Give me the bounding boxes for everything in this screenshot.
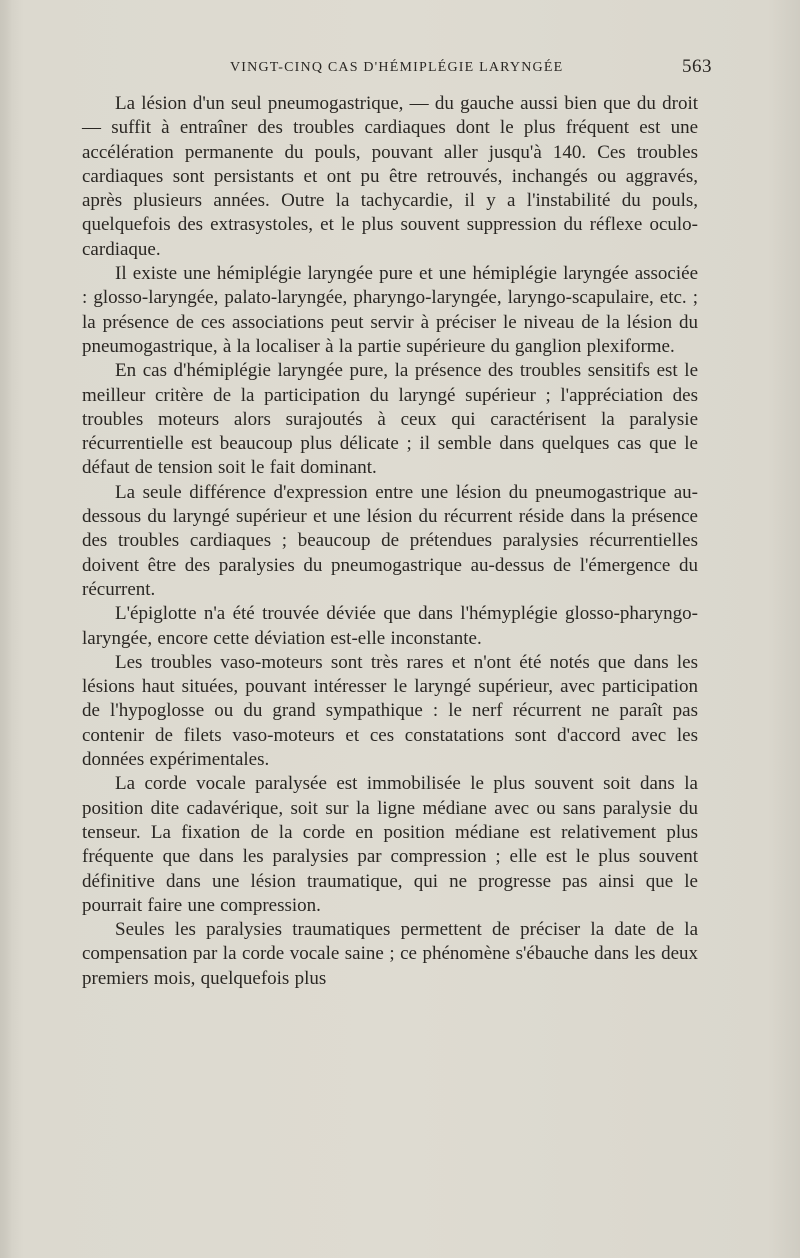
running-head: VINGT-CINQ CAS D'HÉMIPLÉGIE LARYNGÉE [230, 60, 564, 75]
paragraph-vasomotor: Les troubles vaso-moteurs sont très rares et n'ont été notés que dans les lésions haut situées, pouvant intéresser le laryngé supérieur, avec participation de l'hypoglosse ou du grand sympathique : le nerf récurrent ne paraît pas contenir de filets vaso-moteurs et ces constatations sont d'accord avec les données expérimentales. [82, 651, 698, 771]
paragraph-sensory-troubles: En cas d'hémiplégie laryngée pure, la présence des troubles sensitifs est le meilleur critère de la participation du laryngé supérieur ; l'appréciation des troubles moteurs alors surajoutés à ceux qui caractérisent la paralysie récurrentielle est beaucoup plus délicate ; il semble dans quelques cas que le défaut de tension soit le fait dominant. [82, 360, 698, 479]
paragraph-difference-expression: La seule différence d'expression entre une lésion du pneumogastrique au-dessous du laryngé supérieur et une lésion du récurrent réside dans la présence des troubles cardiaques ; beaucoup de prétendues paralysies récurrentielles doivent être des paralysies du pneumogastrique au-dessus de l'émergence du récurrent. [82, 481, 698, 600]
paragraph-associated-hemiplegia: Il existe une hémiplégie laryngée pure et une hémiplégie laryngée associée : glosso-laryngée, palato-laryngée, pharyngo-laryngée, laryngo-scapulaire, etc. ; la présence de ces associations peut servir à préciser le niveau de la lésion du pneumogastrique, à la localiser à la partie supérieure du ganglion plexiforme. [82, 263, 698, 357]
page-edge-shadow [0, 0, 12, 1258]
body-text [82, 92, 698, 991]
paragraph-vocal-cord: La corde vocale paralysée est immobilisée le plus souvent soit dans la position dite cadavérique, soit sur la ligne médiane avec ou sans paralysie du tenseur. La fixation de la corde en position médiane est relativement plus fréquente que dans les paralysies par compression ; elle est le plus souvent définitive dans une lésion traumatique, qui ne progresse pas ainsi que le pourrait faire une compression. [82, 773, 698, 916]
paragraph-traumatic-paralysis: Seules les paralysies traumatiques permettent de préciser la date de la compensation par la corde vocale saine ; ce phénomène s'ébauche dans les deux premiers mois, quelquefois plus [82, 919, 698, 989]
paragraph-cardiac-troubles: La lésion d'un seul pneumogastrique, — du gauche aussi bien que du droit — suffit à entraîner des troubles cardiaques dont le plus fréquent est une accélération permanente du pouls, pouvant aller jusqu'à 140. Ces troubles cardiaques sont persistants et ont pu être retrouvés, inchangés ou aggravés, après plusieurs années. Outre la tachycardie, il y a l'instabilité du pouls, quelquefois des extrasystoles, et le plus souvent suppression du réflexe oculo-cardiaque. [82, 93, 698, 260]
page-number: 563 [682, 56, 712, 77]
page-header [80, 56, 712, 82]
paragraph-epiglottis: L'épiglotte n'a été trouvée déviée que dans l'hémyplégie glosso-pharyngo-laryngée, encore cette déviation est-elle inconstante. [82, 603, 698, 649]
